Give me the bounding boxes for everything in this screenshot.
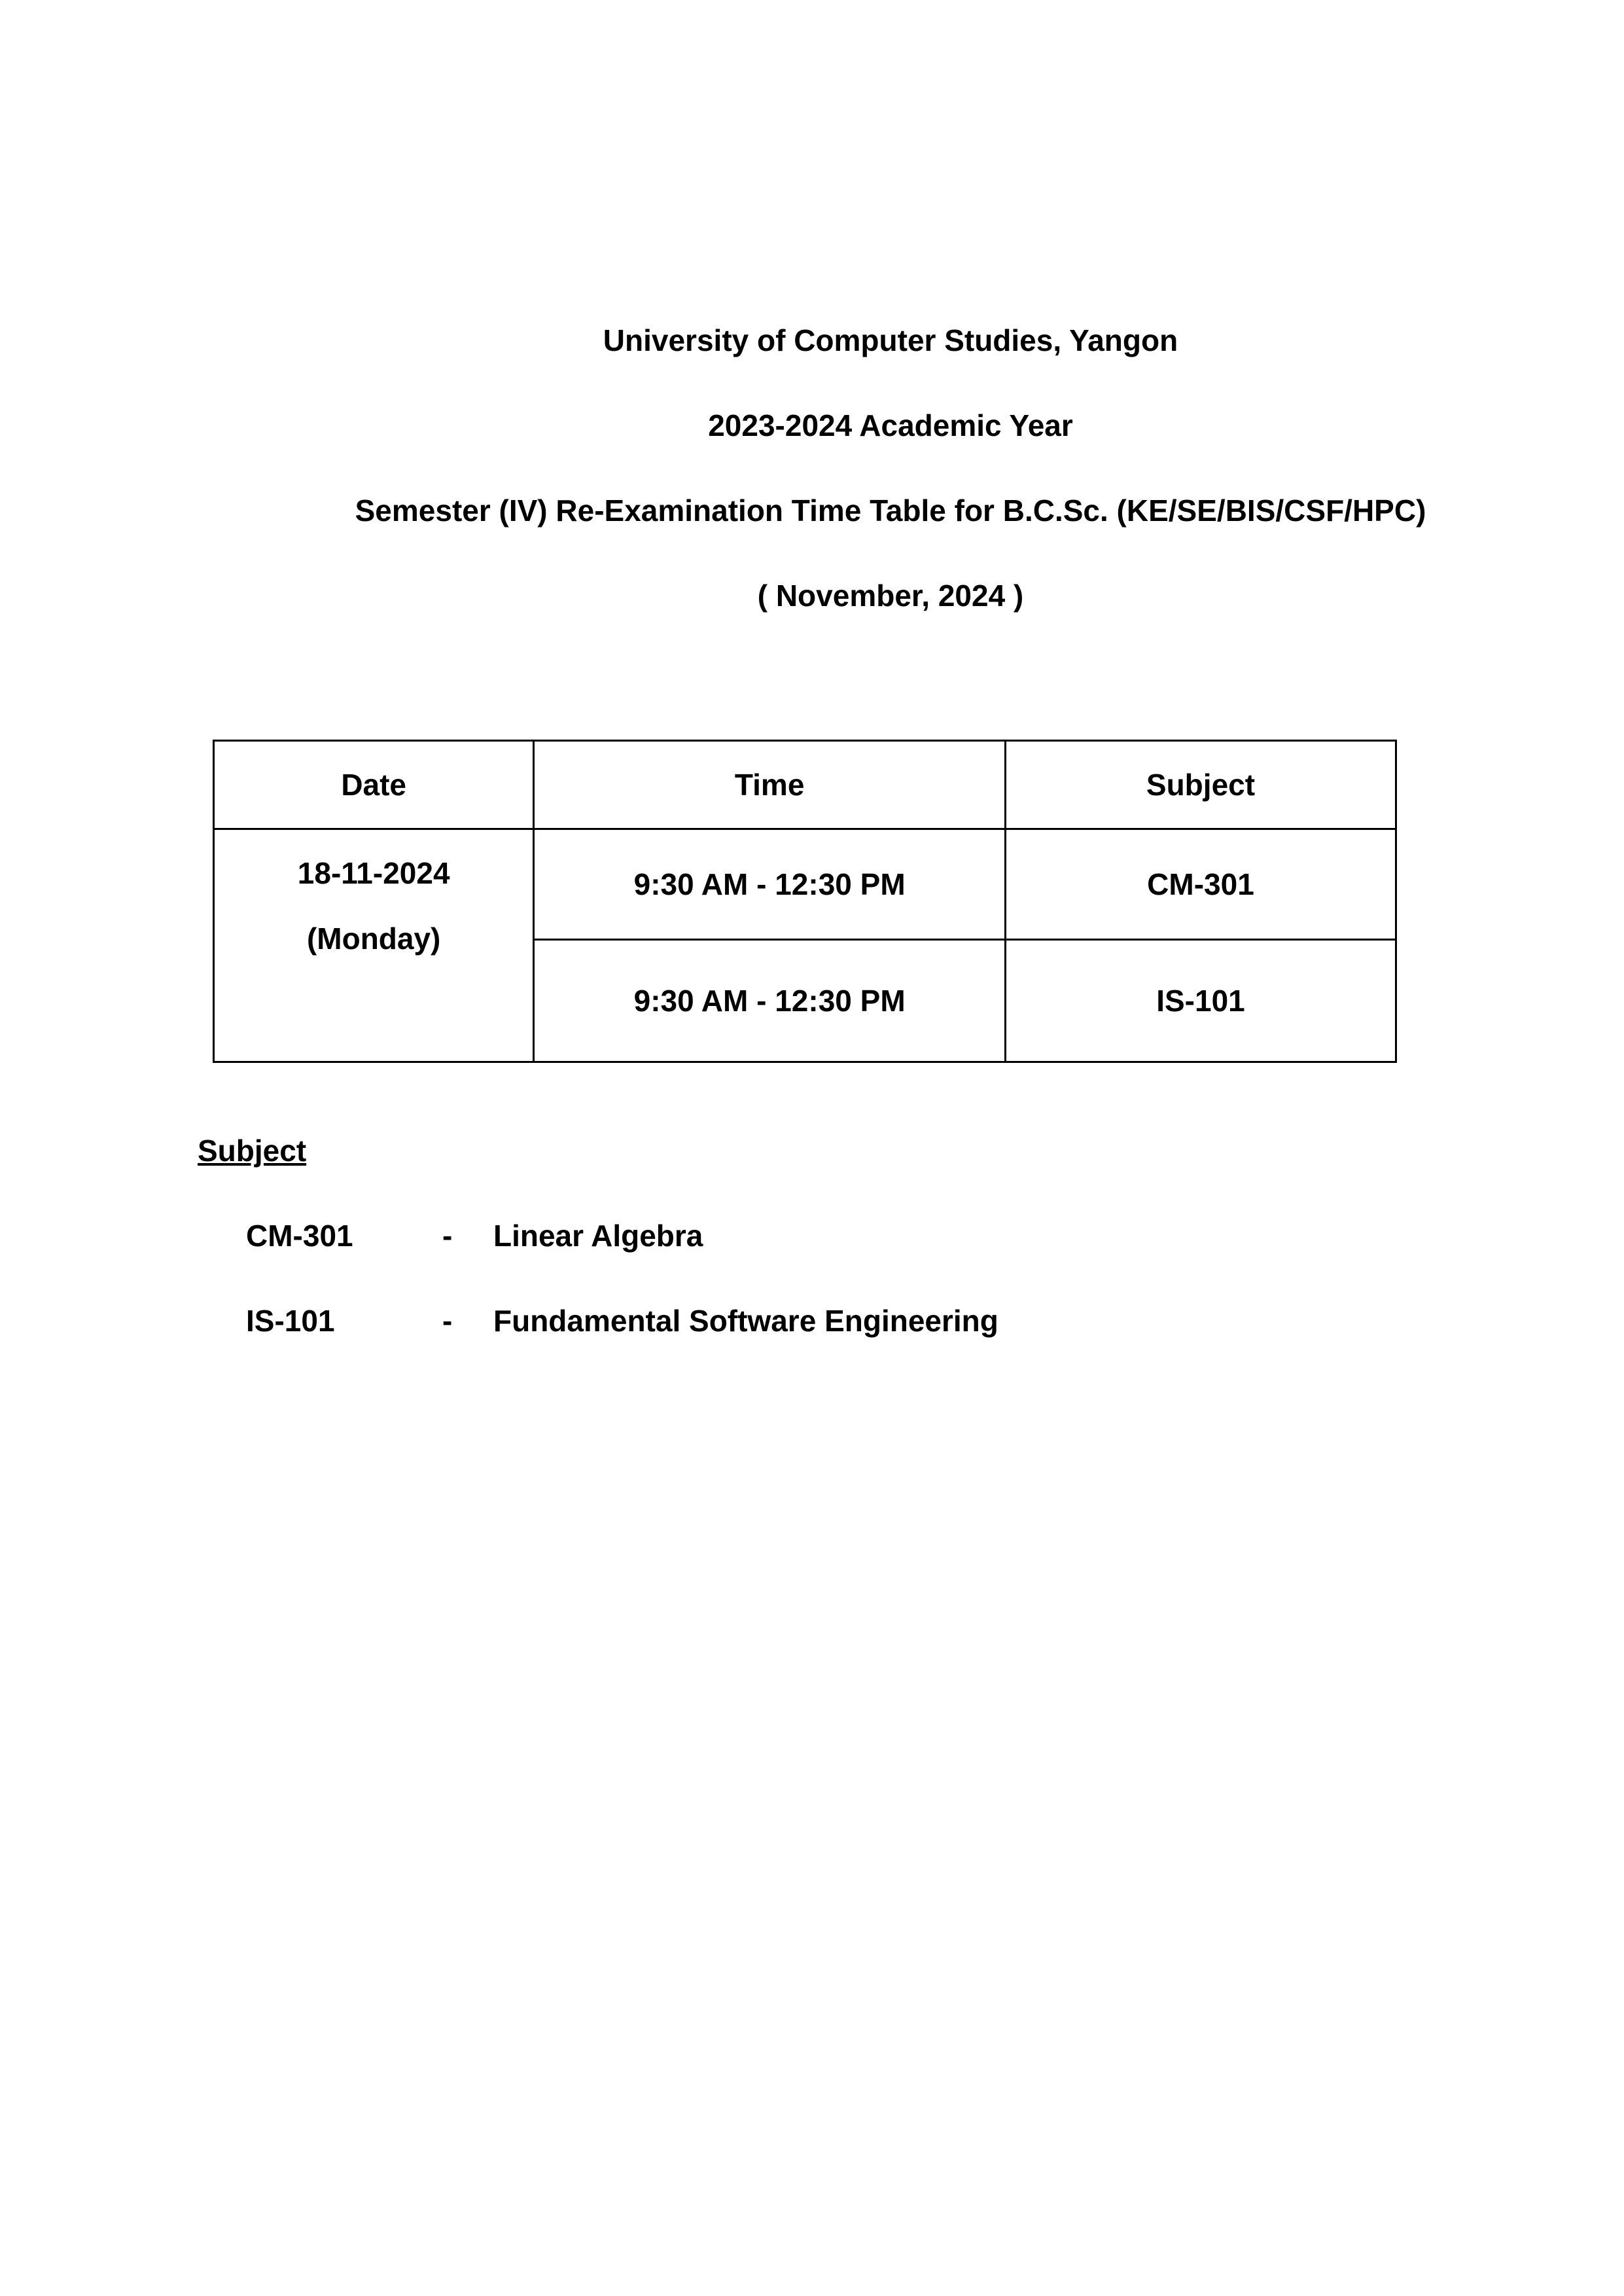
exam-date: 18-11-2024 [297,856,450,890]
legend-code: IS-101 [246,1304,335,1338]
table-header-row [214,741,1396,829]
timetable [213,740,1397,1063]
header-date: Date [214,741,534,829]
legend-separator: - [442,1219,453,1253]
exam-day: (Monday) [306,922,441,956]
subject-cell: CM-301 [1005,829,1396,940]
time-cell: 9:30 AM - 12:30 PM [534,940,1006,1062]
legend-subject-name: Fundamental Software Engineering [493,1304,998,1338]
subject-cell: IS-101 [1005,940,1396,1062]
exam-period: ( November, 2024 ) [757,579,1024,613]
legend-subject-name: Linear Algebra [493,1219,703,1253]
table-row [214,829,1396,940]
academic-year: 2023-2024 Academic Year [708,408,1073,442]
date-cell [214,829,534,1062]
header-time: Time [534,741,1006,829]
legend-title: Subject [198,1134,307,1168]
legend-code: CM-301 [246,1219,353,1253]
university-name: University of Computer Studies, Yangon [603,323,1178,357]
legend-separator: - [442,1304,453,1338]
header-subject: Subject [1005,741,1396,829]
time-cell: 9:30 AM - 12:30 PM [534,829,1006,940]
document-title: Semester (IV) Re-Examination Time Table for B.C.Sc. (KE/SE/BIS/CSF/HPC) [355,493,1426,528]
